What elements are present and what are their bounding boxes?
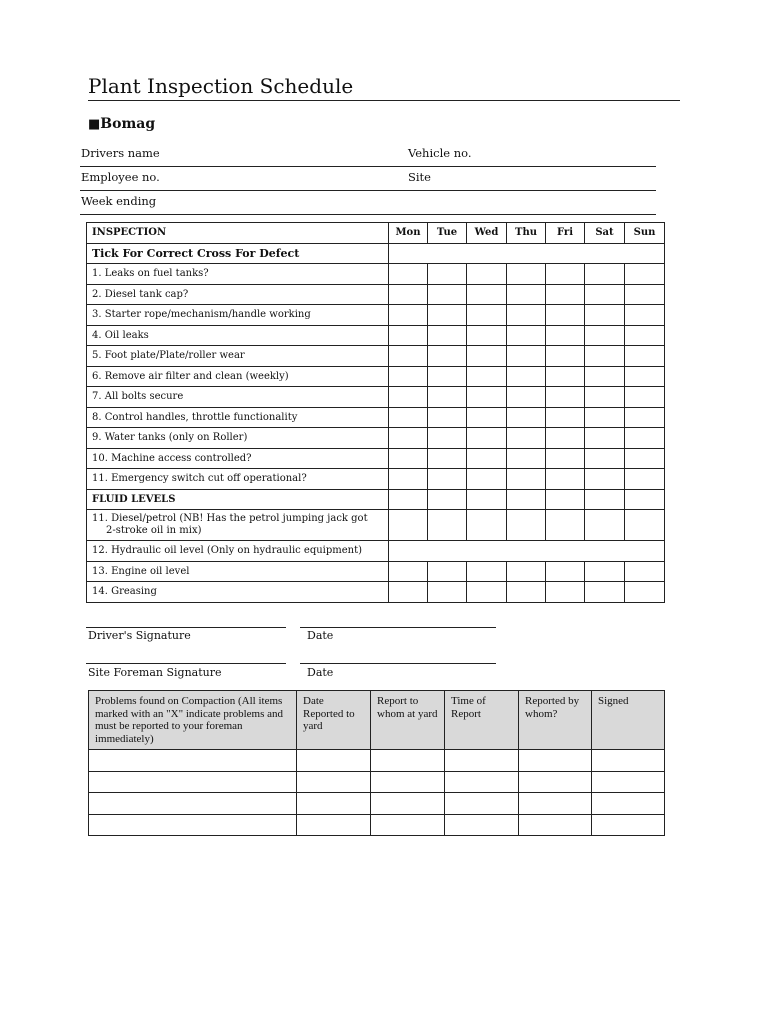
inspection-table xyxy=(86,222,665,603)
problem-row xyxy=(89,750,665,772)
inspection-row xyxy=(87,428,665,449)
check-cell[interactable] xyxy=(585,469,625,490)
week-ending-label: Week ending xyxy=(81,194,157,208)
check-cell[interactable] xyxy=(546,305,585,326)
check-cell[interactable] xyxy=(507,305,546,326)
check-cell[interactable] xyxy=(585,387,625,408)
check-cell[interactable] xyxy=(467,469,507,490)
problem-cell[interactable] xyxy=(519,814,592,836)
check-cell[interactable] xyxy=(507,428,546,449)
inspection-item-label: 8. Control handles, throttle functionality xyxy=(87,407,389,428)
problem-cell[interactable] xyxy=(371,750,445,772)
check-cell[interactable] xyxy=(389,407,428,428)
check-cell[interactable] xyxy=(625,346,665,367)
check-cell[interactable] xyxy=(428,561,467,582)
problem-cell[interactable] xyxy=(592,750,665,772)
check-cell[interactable] xyxy=(507,448,546,469)
check-cell[interactable] xyxy=(467,428,507,449)
info-row-employee xyxy=(80,168,656,191)
info-row-week xyxy=(80,192,656,215)
check-cell[interactable] xyxy=(389,582,428,603)
check-cell[interactable] xyxy=(546,325,585,346)
check-cell[interactable] xyxy=(546,366,585,387)
check-cell[interactable] xyxy=(585,284,625,305)
driver-signature-label: Driver's Signature xyxy=(88,629,191,642)
inspection-item-label: 10. Machine access controlled? xyxy=(87,448,389,469)
inspection-item-label: 3. Starter rope/mechanism/handle working xyxy=(87,305,389,326)
check-cell[interactable] xyxy=(389,448,428,469)
merged-cell[interactable] xyxy=(389,541,665,562)
check-cell[interactable] xyxy=(428,305,467,326)
check-cell[interactable] xyxy=(389,264,428,285)
problem-cell[interactable] xyxy=(89,750,297,772)
check-cell[interactable] xyxy=(546,469,585,490)
check-cell[interactable] xyxy=(467,264,507,285)
day-header: Sat xyxy=(585,223,625,244)
inspection-row xyxy=(87,366,665,387)
check-cell[interactable] xyxy=(428,489,467,510)
check-cell[interactable] xyxy=(467,561,507,582)
inspection-item-label: 13. Engine oil level xyxy=(87,561,389,582)
check-cell[interactable] xyxy=(546,346,585,367)
problems-header: Date Reported to yard xyxy=(297,691,371,750)
problem-cell[interactable] xyxy=(297,814,371,836)
section-heading xyxy=(88,116,155,132)
check-cell[interactable] xyxy=(507,561,546,582)
inspection-item-label: 6. Remove air filter and clean (weekly) xyxy=(87,366,389,387)
problem-cell[interactable] xyxy=(519,750,592,772)
fluid-levels-header: FLUID LEVELS xyxy=(87,489,389,510)
inspection-row xyxy=(87,284,665,305)
check-cell[interactable] xyxy=(546,387,585,408)
day-header: Tue xyxy=(428,223,467,244)
merged-cell xyxy=(389,243,665,264)
problem-row xyxy=(89,771,665,793)
check-cell[interactable] xyxy=(428,284,467,305)
check-cell[interactable] xyxy=(625,582,665,603)
inspection-row xyxy=(87,448,665,469)
check-cell[interactable] xyxy=(585,346,625,367)
driver-date-line[interactable] xyxy=(300,627,496,628)
check-cell[interactable] xyxy=(428,366,467,387)
check-cell[interactable] xyxy=(507,387,546,408)
problem-cell[interactable] xyxy=(445,814,519,836)
problem-cell[interactable] xyxy=(89,771,297,793)
problem-cell[interactable] xyxy=(89,793,297,815)
diesel-line-2: 2-stroke oil in mix) xyxy=(106,525,202,536)
check-cell[interactable] xyxy=(625,325,665,346)
check-cell[interactable] xyxy=(585,489,625,510)
problem-cell[interactable] xyxy=(445,793,519,815)
check-cell[interactable] xyxy=(428,448,467,469)
inspection-item-label: 9. Water tanks (only on Roller) xyxy=(87,428,389,449)
inspection-item-label: 5. Foot plate/Plate/roller wear xyxy=(87,346,389,367)
problem-cell[interactable] xyxy=(297,793,371,815)
check-cell[interactable] xyxy=(625,561,665,582)
problem-cell[interactable] xyxy=(592,793,665,815)
site-label: Site xyxy=(408,170,431,184)
drivers-name-label: Drivers name xyxy=(81,146,160,160)
inspection-item-label xyxy=(87,510,389,541)
check-cell[interactable] xyxy=(585,264,625,285)
check-cell[interactable] xyxy=(507,284,546,305)
inspection-item-label: 12. Hydraulic oil level (Only on hydraulic equipment) xyxy=(87,541,389,562)
check-cell[interactable] xyxy=(428,325,467,346)
check-cell[interactable] xyxy=(507,469,546,490)
check-cell[interactable] xyxy=(389,325,428,346)
day-header: Mon xyxy=(389,223,428,244)
inspection-row xyxy=(87,541,665,562)
inspection-row xyxy=(87,325,665,346)
problem-cell[interactable] xyxy=(89,814,297,836)
square-bullet-icon: ■ xyxy=(88,117,101,132)
problems-header: Signed xyxy=(592,691,665,750)
check-cell[interactable] xyxy=(625,366,665,387)
check-cell[interactable] xyxy=(585,325,625,346)
check-cell[interactable] xyxy=(389,284,428,305)
check-cell[interactable] xyxy=(625,305,665,326)
diesel-line-1: 11. Diesel/petrol (NB! Has the petrol jumping jack got xyxy=(92,513,368,524)
check-cell[interactable] xyxy=(546,264,585,285)
check-cell[interactable] xyxy=(389,469,428,490)
check-cell[interactable] xyxy=(389,428,428,449)
problem-cell[interactable] xyxy=(519,793,592,815)
problem-row xyxy=(89,814,665,836)
fluid-levels-row xyxy=(87,489,665,510)
inspection-item-label: 7. All bolts secure xyxy=(87,387,389,408)
check-cell[interactable] xyxy=(546,582,585,603)
problems-header: Problems found on Compaction (All items marked with an "X" indicate problems and must be reported to your foreman immediately) xyxy=(89,691,297,750)
check-cell[interactable] xyxy=(585,448,625,469)
check-cell[interactable] xyxy=(585,407,625,428)
day-header: Wed xyxy=(467,223,507,244)
check-cell[interactable] xyxy=(467,489,507,510)
problems-header: Report to whom at yard xyxy=(371,691,445,750)
driver-signature-line[interactable] xyxy=(86,627,286,628)
inspection-row xyxy=(87,510,665,541)
inspection-row xyxy=(87,305,665,326)
check-cell[interactable] xyxy=(507,264,546,285)
check-cell[interactable] xyxy=(428,428,467,449)
check-cell[interactable] xyxy=(625,264,665,285)
check-cell[interactable] xyxy=(625,284,665,305)
problem-row xyxy=(89,793,665,815)
inspection-header: INSPECTION xyxy=(87,223,389,244)
check-cell[interactable] xyxy=(389,366,428,387)
inspection-row xyxy=(87,469,665,490)
problem-cell[interactable] xyxy=(371,793,445,815)
check-cell[interactable] xyxy=(585,366,625,387)
problem-cell[interactable] xyxy=(592,771,665,793)
check-cell[interactable] xyxy=(507,407,546,428)
check-cell[interactable] xyxy=(467,325,507,346)
page-title: Plant Inspection Schedule xyxy=(88,72,680,101)
tick-instruction: Tick For Correct Cross For Defect xyxy=(87,243,389,264)
problem-cell[interactable] xyxy=(371,814,445,836)
check-cell[interactable] xyxy=(625,448,665,469)
check-cell[interactable] xyxy=(467,407,507,428)
check-cell[interactable] xyxy=(467,582,507,603)
problems-header: Reported by whom? xyxy=(519,691,592,750)
check-cell[interactable] xyxy=(428,469,467,490)
check-cell[interactable] xyxy=(467,387,507,408)
check-cell[interactable] xyxy=(546,510,585,541)
problem-cell[interactable] xyxy=(592,814,665,836)
check-cell[interactable] xyxy=(389,387,428,408)
check-cell[interactable] xyxy=(546,428,585,449)
inspection-item-label: 1. Leaks on fuel tanks? xyxy=(87,264,389,285)
foreman-signature-label: Site Foreman Signature xyxy=(88,666,222,679)
check-cell[interactable] xyxy=(546,284,585,305)
check-cell[interactable] xyxy=(389,510,428,541)
check-cell[interactable] xyxy=(467,366,507,387)
problems-header: Time of Report xyxy=(445,691,519,750)
problem-cell[interactable] xyxy=(297,750,371,772)
check-cell[interactable] xyxy=(625,510,665,541)
foreman-date-label: Date xyxy=(307,666,334,679)
check-cell[interactable] xyxy=(507,325,546,346)
check-cell[interactable] xyxy=(585,561,625,582)
check-cell[interactable] xyxy=(625,387,665,408)
problem-cell[interactable] xyxy=(297,771,371,793)
check-cell[interactable] xyxy=(625,489,665,510)
info-row-driver xyxy=(80,144,656,167)
check-cell[interactable] xyxy=(389,489,428,510)
check-cell[interactable] xyxy=(507,366,546,387)
employee-no-label: Employee no. xyxy=(81,170,160,184)
foreman-date-line[interactable] xyxy=(300,663,496,664)
inspection-row xyxy=(87,346,665,367)
subheader-row xyxy=(87,243,665,264)
inspection-header-row xyxy=(87,223,665,244)
inspection-row xyxy=(87,582,665,603)
check-cell[interactable] xyxy=(428,346,467,367)
problem-cell[interactable] xyxy=(445,750,519,772)
inspection-row xyxy=(87,407,665,428)
inspection-row xyxy=(87,387,665,408)
check-cell[interactable] xyxy=(546,407,585,428)
check-cell[interactable] xyxy=(467,284,507,305)
problem-cell[interactable] xyxy=(371,771,445,793)
check-cell[interactable] xyxy=(585,305,625,326)
inspection-item-label: 2. Diesel tank cap? xyxy=(87,284,389,305)
vehicle-no-label: Vehicle no. xyxy=(408,146,472,160)
check-cell[interactable] xyxy=(428,387,467,408)
inspection-item-label: 11. Emergency switch cut off operational? xyxy=(87,469,389,490)
check-cell[interactable] xyxy=(585,428,625,449)
check-cell[interactable] xyxy=(546,448,585,469)
problems-header-row xyxy=(89,691,665,750)
check-cell[interactable] xyxy=(625,428,665,449)
check-cell[interactable] xyxy=(389,346,428,367)
inspection-item-label: 4. Oil leaks xyxy=(87,325,389,346)
driver-date-label: Date xyxy=(307,629,334,642)
section-name: Bomag xyxy=(100,116,156,132)
inspection-item-label: 14. Greasing xyxy=(87,582,389,603)
check-cell[interactable] xyxy=(585,510,625,541)
inspection-row xyxy=(87,561,665,582)
problems-table xyxy=(88,690,665,836)
check-cell[interactable] xyxy=(428,407,467,428)
check-cell[interactable] xyxy=(467,448,507,469)
check-cell[interactable] xyxy=(625,469,665,490)
check-cell[interactable] xyxy=(389,305,428,326)
check-cell[interactable] xyxy=(428,510,467,541)
problem-cell[interactable] xyxy=(445,771,519,793)
check-cell[interactable] xyxy=(507,510,546,541)
check-cell[interactable] xyxy=(625,407,665,428)
check-cell[interactable] xyxy=(546,489,585,510)
check-cell[interactable] xyxy=(428,582,467,603)
check-cell[interactable] xyxy=(467,510,507,541)
check-cell[interactable] xyxy=(389,561,428,582)
check-cell[interactable] xyxy=(467,305,507,326)
foreman-signature-line[interactable] xyxy=(86,663,286,664)
check-cell[interactable] xyxy=(428,264,467,285)
check-cell[interactable] xyxy=(585,582,625,603)
check-cell[interactable] xyxy=(467,346,507,367)
day-header: Sun xyxy=(625,223,665,244)
check-cell[interactable] xyxy=(546,561,585,582)
day-header: Fri xyxy=(546,223,585,244)
check-cell[interactable] xyxy=(507,489,546,510)
problem-cell[interactable] xyxy=(519,771,592,793)
check-cell[interactable] xyxy=(507,346,546,367)
day-header: Thu xyxy=(507,223,546,244)
check-cell[interactable] xyxy=(507,582,546,603)
inspection-row xyxy=(87,264,665,285)
